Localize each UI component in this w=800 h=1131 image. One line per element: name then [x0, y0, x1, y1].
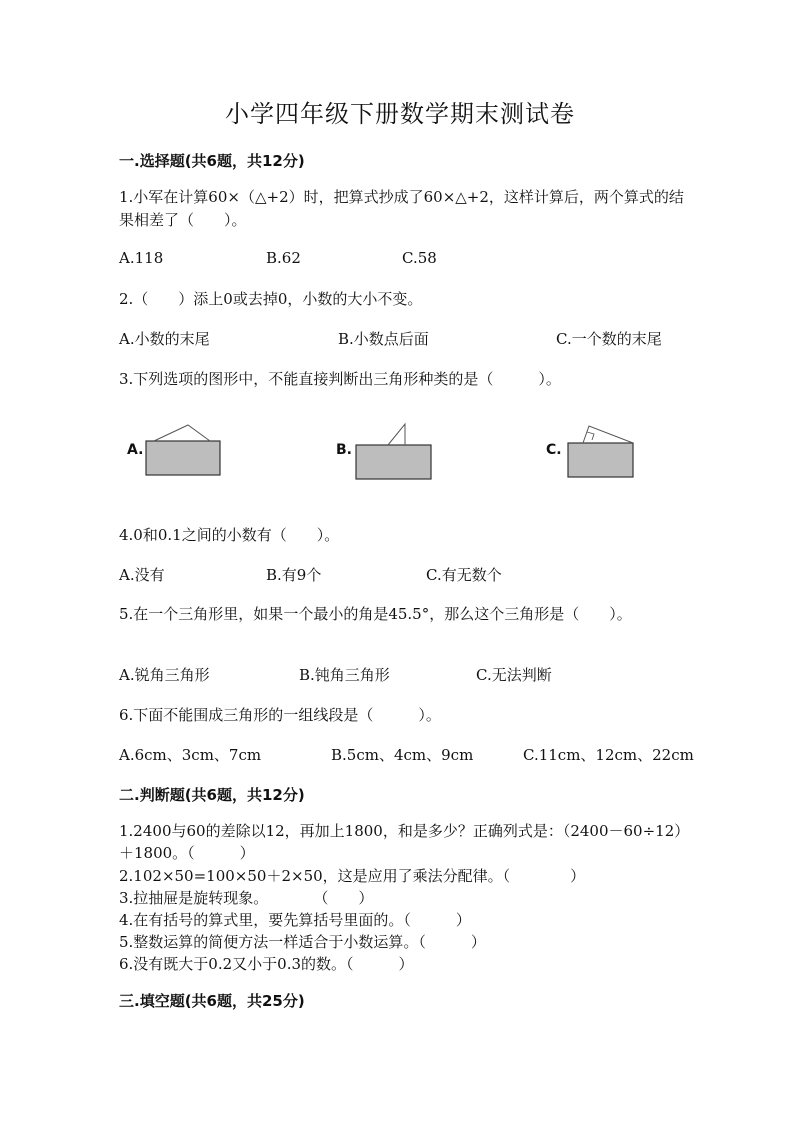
right-triangle-on-rectangle-c-icon [546, 412, 646, 492]
option-a: A.锐角三角形 [119, 666, 210, 684]
option-a: A.没有 [119, 566, 165, 584]
figure-b-label: B. [336, 442, 352, 458]
option-a: A.6cm、3cm、7cm [119, 746, 262, 764]
question-4-options [119, 564, 684, 586]
figure-option-c [546, 412, 646, 492]
page-title: 小学四年级下册数学期末测试卷 [225, 100, 575, 128]
judge-item-2: 2.102×50=100×50＋2×50，这是应用了乘法分配律。（ ） [119, 867, 586, 885]
figure-option-a [127, 412, 227, 492]
option-c: C.58 [402, 249, 437, 267]
option-b: B.钝角三角形 [299, 666, 390, 684]
judge-item-4: 4.在有括号的算式里，要先算括号里面的。（ ） [119, 911, 471, 929]
option-c: C.一个数的末尾 [556, 330, 662, 348]
judge-item-3: 3.拉抽屉是旋转现象。 （ ） [119, 889, 374, 907]
question-1-options [119, 249, 684, 271]
option-c: C.有无数个 [426, 566, 502, 584]
figure-option-b [336, 412, 436, 492]
option-b: B.小数点后面 [338, 330, 429, 348]
section-heading-judge: 二.判断题(共6题，共12分) [119, 786, 305, 804]
judge-item-1: 1.2400与60的差除以12，再加上1800，和是多少？正确列式是：（2400－60÷12）＋1800。（ ） [119, 822, 682, 862]
option-c: C.11cm、12cm、22cm [523, 746, 694, 764]
question-2-options [119, 328, 684, 350]
triangle-on-rectangle-b-icon [336, 412, 436, 492]
question-4-stem: 4.0和0.1之间的小数有（ ）。 [119, 526, 340, 544]
question-6-options [119, 744, 694, 766]
option-b: B.62 [266, 249, 301, 267]
option-c: C.无法判断 [476, 666, 552, 684]
option-a: A.118 [119, 249, 164, 267]
section-heading-choice: 一.选择题(共6题，共12分) [119, 152, 305, 170]
triangle-on-rectangle-a-icon [127, 412, 227, 492]
question-6-stem: 6.下面不能围成三角形的一组线段是（ ）。 [119, 706, 441, 724]
question-1-stem: 1.小军在计算60×（△+2）时，把算式抄成了60×△+2，这样计算后，两个算式的结果相差了（ ）。 [119, 188, 684, 229]
question-5-options [119, 664, 684, 686]
option-a: A.小数的末尾 [119, 330, 210, 348]
question-2-stem: 2.（ ）添上0或去掉0，小数的大小不变。 [119, 290, 423, 308]
option-b: B.5cm、4cm、9cm [331, 746, 474, 764]
question-3-stem: 3.下列选项的图形中，不能直接判断出三角形种类的是（ ）。 [119, 370, 561, 388]
figure-c-label: C. [546, 442, 562, 458]
option-b: B.有9个 [266, 566, 322, 584]
section-heading-fill: 三.填空题(共6题，共25分) [119, 992, 305, 1010]
question-5-stem: 5.在一个三角形里，如果一个最小的角是45.5°，那么这个三角形是（ ）。 [119, 605, 632, 623]
judge-item-5: 5.整数运算的简便方法一样适合于小数运算。（ ） [119, 933, 486, 951]
figure-a-label: A. [127, 442, 144, 458]
judge-item-6: 6.没有既大于0.2又小于0.3的数。（ ） [119, 955, 414, 973]
